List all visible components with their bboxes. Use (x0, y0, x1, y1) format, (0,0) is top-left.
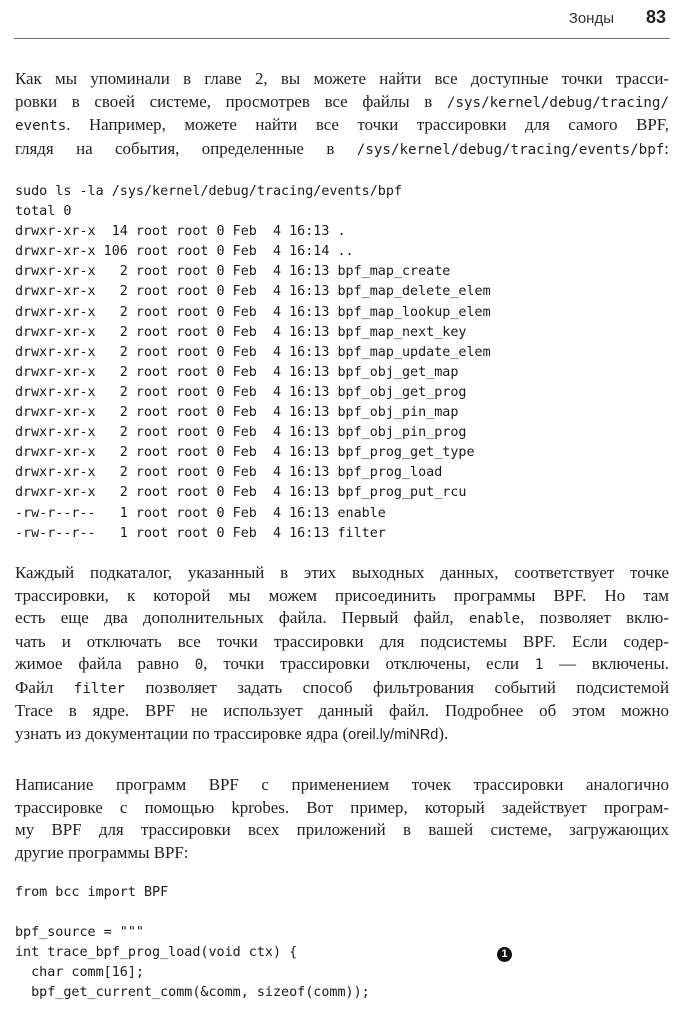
text-run: — включены. (543, 654, 669, 673)
inline-code-enable: enable (468, 611, 521, 627)
code-line: drwxr-xr-x 106 root root 0 Feb 4 16:14 .. (15, 244, 354, 260)
code-line: drwxr-xr-x 2 root root 0 Feb 4 16:13 bpf_prog_put_rcu (15, 485, 467, 501)
code-line: -rw-r--r-- 1 root root 0 Feb 4 16:13 filter (15, 525, 386, 541)
text-line: Написание программ BPF с применением точек трассировки аналогично (15, 775, 669, 794)
text-line: му BPF для трассировки всех приложений в вашей системе, загружающих (15, 820, 669, 839)
text-line (15, 607, 669, 631)
text-line: Каждый подкаталог, указанный в этих выходных данных, соответствует точке (15, 563, 669, 582)
code-line: drwxr-xr-x 2 root root 0 Feb 4 16:13 bpf_map_delete_elem (15, 284, 491, 300)
code-line: drwxr-xr-x 2 root root 0 Feb 4 16:13 bpf_map_lookup_elem (15, 304, 491, 320)
code-listing-ls-output (15, 182, 669, 544)
text-line (15, 653, 669, 677)
callout-marker: 1 (497, 947, 512, 962)
chapter-title: Зонды (568, 10, 614, 27)
code-line: drwxr-xr-x 2 root root 0 Feb 4 16:13 bpf_prog_get_type (15, 445, 475, 461)
code-line: total 0 (15, 204, 72, 220)
text-run: : (664, 138, 669, 158)
inline-code-filter: filter (73, 680, 126, 697)
text-line (15, 114, 669, 138)
code-line: bpf_get_current_comm(&comm, sizeof(comm)); (15, 985, 370, 1001)
code-line: drwxr-xr-x 2 root root 0 Feb 4 16:13 bpf_obj_get_prog (15, 384, 467, 400)
text-line: чать и отключать все точки трассировки для подсистемы BPF. Если содер- (15, 631, 669, 651)
text-run: . Например, можете найти все точки трассировки для самого BPF, (66, 115, 669, 134)
code-line: drwxr-xr-x 2 root root 0 Feb 4 16:13 bpf_map_create (15, 264, 451, 280)
code-line: drwxr-xr-x 2 root root 0 Feb 4 16:13 bpf_map_next_key (15, 324, 467, 340)
paragraph-subdirectories (15, 562, 669, 746)
code-line: sudo ls -la /sys/kernel/debug/tracing/events/bpf (15, 184, 402, 199)
code-line: drwxr-xr-x 2 root root 0 Feb 4 16:13 bpf_obj_pin_prog (15, 425, 467, 441)
text-run: позволяет задать способ фильтрования событий подсистемой (125, 677, 669, 697)
text-run: ровки в своей системе, просмотрев все файлы в (15, 91, 447, 111)
text-run: глядя на события, определенные в (15, 138, 357, 158)
code-line: bpf_source = """ (15, 925, 144, 941)
paragraph-intro (15, 68, 669, 161)
text-run: узнать из документации по трассировке ядра ( (15, 723, 349, 743)
inline-code-path: /sys/kernel/debug/tracing/events/bpf (356, 141, 665, 158)
text-run: есть еще два дополнительных файла. Первый файл, (15, 608, 469, 627)
text-run: Файл (15, 677, 74, 697)
code-listing-bpf-program (15, 883, 669, 1004)
text-line (15, 138, 669, 162)
text-line: другие программы BPF: (15, 842, 189, 862)
text-line: Trace в ядре. BPF не использует данный файл. Подробнее об этом можно (15, 701, 669, 720)
code-line: drwxr-xr-x 14 root root 0 Feb 4 16:13 . (15, 224, 346, 240)
inline-code-path: events (15, 118, 67, 134)
code-line: drwxr-xr-x 2 root root 0 Feb 4 16:13 bpf_obj_pin_map (15, 405, 459, 421)
inline-code-one: 1 (534, 657, 544, 673)
text-line: трассировке с помощью kprobes. Вот пример, который задействует програм- (15, 797, 669, 817)
code-line (15, 903, 669, 923)
text-run: , точки трассировки отключены, если (203, 654, 535, 673)
code-line: from bcc import BPF (15, 885, 169, 900)
code-line: drwxr-xr-x 2 root root 0 Feb 4 16:13 bpf_map_update_elem (15, 344, 491, 360)
page-number: 83 (645, 7, 666, 27)
text-line (15, 91, 669, 115)
paragraph-tracepoint-example (15, 774, 669, 864)
text-line (15, 677, 669, 701)
text-line: Как мы упоминали в главе 2, вы можете найти все доступные точки трасси- (15, 69, 669, 88)
documentation-link[interactable]: oreil.ly/miNRd (348, 726, 439, 743)
code-line: drwxr-xr-x 2 root root 0 Feb 4 16:13 bpf_obj_get_map (15, 364, 459, 380)
text-line (15, 723, 669, 747)
inline-code-zero: 0 (194, 657, 204, 673)
code-line: drwxr-xr-x 2 root root 0 Feb 4 16:13 bpf_prog_load (15, 465, 443, 481)
code-line: char comm[16]; (15, 965, 144, 981)
code-line: int trace_bpf_prog_load(void ctx) { (15, 945, 298, 961)
code-line: -rw-r--r-- 1 root root 0 Feb 4 16:13 enable (15, 505, 386, 521)
text-run: , позволяет вклю- (520, 608, 669, 627)
text-run: ). (438, 723, 449, 743)
text-line: трассировки, к которой мы можем присоединить программы BPF. Но там (15, 585, 669, 605)
inline-code-path: /sys/kernel/debug/tracing/ (446, 94, 669, 111)
text-run: жимое файла равно (15, 654, 195, 673)
running-header (14, 0, 670, 39)
